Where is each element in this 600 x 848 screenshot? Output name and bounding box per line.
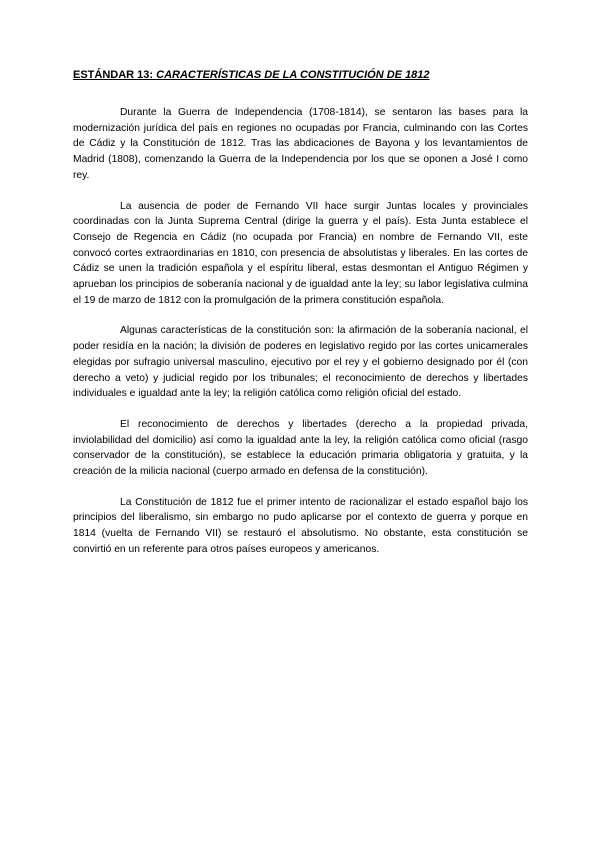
paragraph-1: Durante la Guerra de Independencia (1708-1814), se sentaron las bases para la modernización jurídica del país en regiones no ocupadas por Francia, culminando con las Cortes de Cádiz y la Constitución de 1812. Tras las abdicaciones de Bayona y los levantamientos de Madrid (1808), comenzando la Guerra de la Independencia por los que se oponen a José I como rey. bbox=[73, 107, 528, 181]
paragraph-5: La Constitución de 1812 fue el primer intento de racionalizar el estado español bajo los principios del liberalismo, sin embargo no pudo aplicarse por el contexto de guerra y porque en 1814 (vuelta de Fernando VII) se restauró el absolutismo. No obstante, esta constitución se convirtió en un referente para otros países europeos y americanos. bbox=[73, 496, 528, 555]
document-page bbox=[73, 68, 528, 573]
heading-title: CARACTERÍSTICAS DE LA CONSTITUCIÓN DE 1812 bbox=[156, 69, 430, 81]
paragraph-3: Algunas características de la constitución son: la afirmación de la soberanía nacional, el poder residía en la nación; la división de poderes en legislativo regido por las cortes unicamerales elegidas por sufragio universal masculino, ejecutivo por el rey y el gobierno designado por él (con derecho a veto) y judicial regido por los tribunales; el reconocimiento de derechos y libertades individuales e igualdad ante la ley; la religión católica como religión oficial del estado. bbox=[73, 325, 528, 400]
paragraph-4: El reconocimiento de derechos y libertades (derecho a la propiedad privada, inviolabilidad del domicilio) así como la igualdad ante la ley, la religión católica como oficial (rasgo conservador de la constitución), se establece la educación primaria obligatoria y gratuita, y la creación de la milicia nacional (cuerpo armado en defensa de la constitución). bbox=[73, 418, 528, 478]
heading-label: ESTÁNDAR 13: bbox=[73, 69, 154, 81]
document-heading bbox=[73, 68, 528, 82]
paragraph-2: La ausencia de poder de Fernando VII hace surgir Juntas locales y provinciales coordinadas con la Junta Suprema Central (dirige la guerra y el país). Esta Junta establece el Consejo de Regencia en Cádiz (no ocupada por Francia) en nombre de Fernando VII, este convocó cortes extraordinarias en 1810, con presencia de absolutistas y liberales. En las cortes de Cádiz se unen la tradición española y el espíritu liberal, estas desmontan el Antiguo Régimen y aprueban los principios de soberanía nacional y de igualdad ante la ley; su labor legislativa culmina el 19 de marzo de 1812 con la promulgación de la primera constitución española. bbox=[73, 200, 528, 306]
